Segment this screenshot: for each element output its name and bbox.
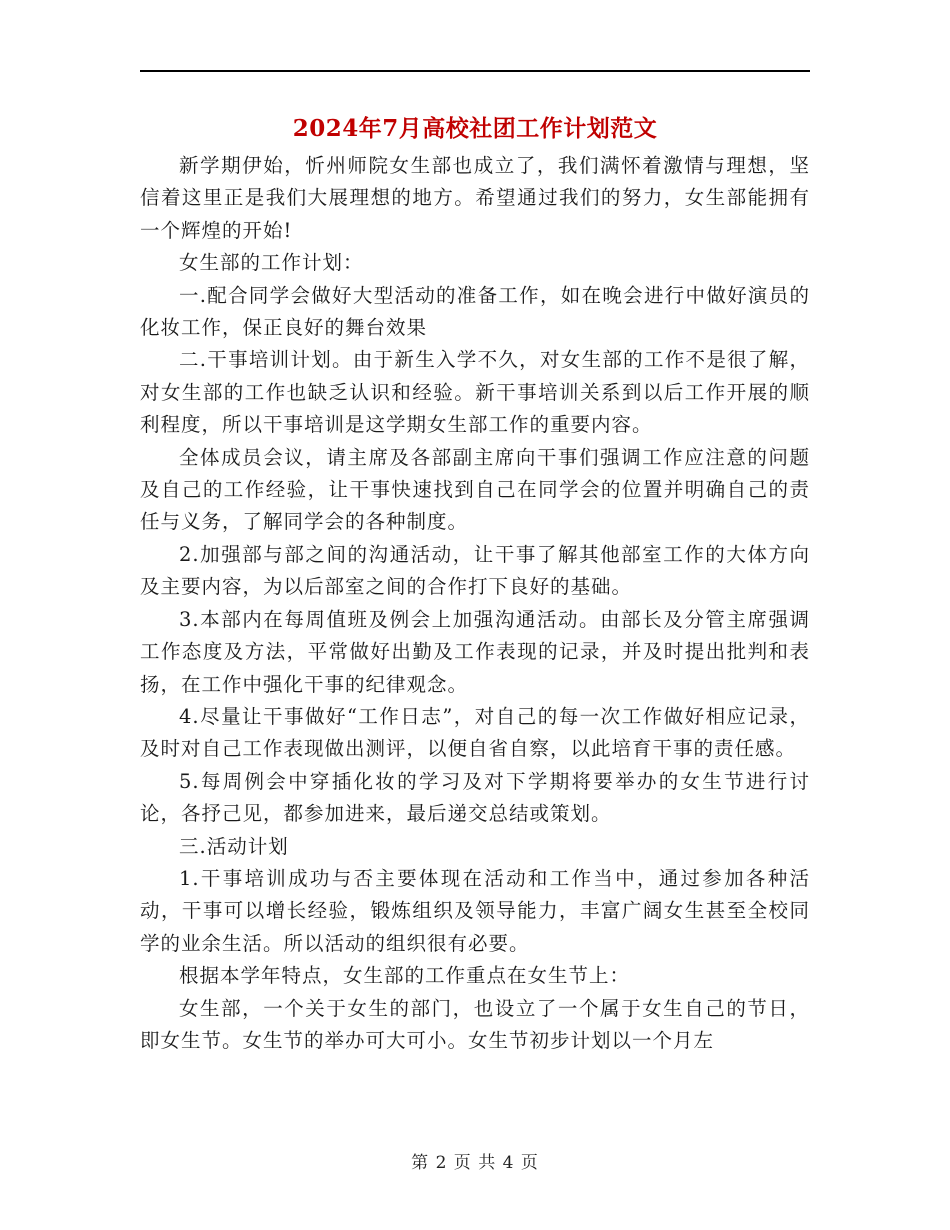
paragraph-item-1: 一.配合同学会做好大型活动的准备工作，如在晚会进行中做好演员的化妆工作，保正良好的舞台效果 — [140, 283, 810, 340]
document-title: 2024年7月高校社团工作计划范文 — [292, 115, 658, 142]
paragraph-activity-heading: 三.活动计划 — [179, 834, 289, 858]
paragraph-point-2: 2.加强部与部之间的沟通活动，让干事了解其他部室工作的大体方向及主要内容，为以后部室之间的合作打下良好的基础。 — [140, 542, 810, 599]
paragraph-point-3: 3.本部内在每周值班及例会上加强沟通活动。由部长及分管主席强调工作态度及方法，平常做好出勤及工作表现的记录，并及时提出批判和表扬，在工作中强化干事的纪律观念。 — [140, 607, 810, 696]
page-number: 第 2 页 共 4 页 — [411, 1153, 539, 1173]
paragraph-item-2: 二.干事培训计划。由于新生入学不久，对女生部的工作不是很了解，对女生部的工作也缺乏认识和经验。新干事培训关系到以后工作开展的顺利程度，所以干事培训是这学期女生部工作的重要内容。 — [140, 348, 810, 437]
paragraph-intro: 新学期伊始，忻州师院女生部也成立了，我们满怀着激情与理想，坚信着这里正是我们大展理想的地方。希望通过我们的努力，女生部能拥有一个辉煌的开始! — [140, 154, 810, 242]
paragraph-point-4: 4.尽量让干事做好“工作日志”，对自己的每一次工作做好相应记录，及时对自己工作表现做出测评，以便自省自察，以此培育干事的责任感。 — [140, 704, 810, 761]
header-rule — [140, 70, 810, 72]
paragraph-meeting: 全体成员会议，请主席及各部副主席向干事们强调工作应注意的问题及自己的工作经验，让干事快速找到自己在同学会的位置并明确自己的责任与义务，了解同学会的各种制度。 — [140, 445, 810, 534]
paragraph-activity-1: 1.干事培训成功与否主要体现在活动和工作当中，通过参加各种活动，干事可以增长经验，锻炼组织及领导能力，丰富广阔女生甚至全校同学的业余生活。所以活动的组织很有必要。 — [140, 866, 810, 955]
paragraph-focus: 根据本学年特点，女生部的工作重点在女生节上： — [179, 964, 631, 988]
document-body — [140, 150, 810, 1057]
paragraph-point-5: 5.每周例会中穿插化妆的学习及对下学期将要举办的女生节进行讨论，各抒己见，都参加进来，最后递交总结或策划。 — [140, 769, 810, 826]
paragraph-plan-heading: 女生部的工作计划： — [179, 251, 364, 275]
paragraph-girls-day: 女生部，一个关于女生的部门，也设立了一个属于女生自己的节日，即女生节。女生节的举办可大可小。女生节初步计划以一个月左 — [140, 996, 810, 1052]
